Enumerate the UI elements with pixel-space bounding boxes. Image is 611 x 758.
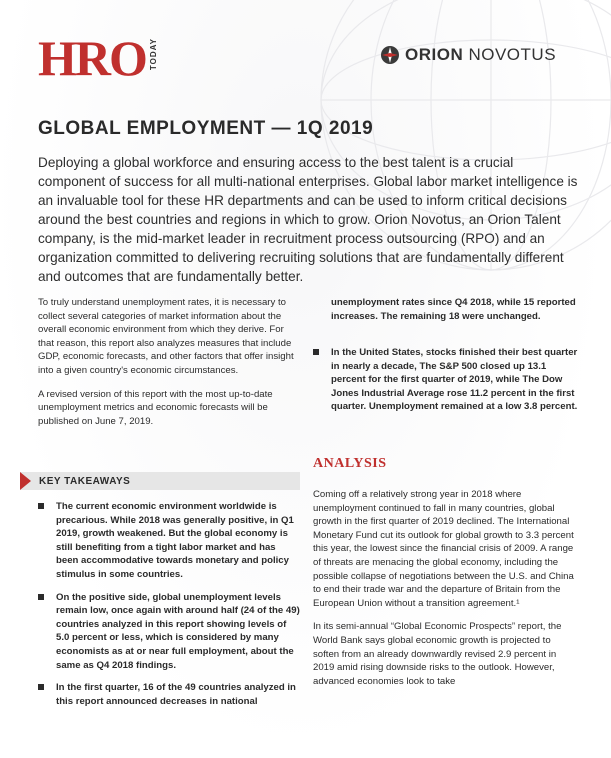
takeaway-item: The current economic environment worldwide is precarious. While 2018 was generally positive, in Q1 2019, growth weakened. But the global economy is still benefiting from a tight labor market and has been accommodative towards monetary and policy stimulus in some countries. — [38, 500, 300, 582]
orion-logo-bold: ORION — [405, 45, 464, 64]
takeaway-item: In the United States, stocks finished their best quarter in nearly a decade, The S&P 500 closed up 13.1 percent for the first quarter of 2019, while The Dow Jones Industrial Average rose 11.2 percent in the first quarter. Unemployment remained at a low 3.8 percent. — [313, 346, 578, 414]
analysis-paragraph-2: In its semi-annual “Global Economic Prospects” report, the World Bank says global economic growth is projected to soften from an already downwardly revised 2.9 percent in 2019 amid rising downside risks to the outlook. However, advanced economies look to take — [313, 621, 562, 687]
analysis-heading: ANALYSIS — [313, 456, 387, 471]
bullet-square-icon — [38, 503, 44, 509]
left-paragraph-1: To truly understand unemployment rates, it is necessary to collect several categories of market information about the overall economic environment from which they derive. For that reason, this report also analyzes measures that include GDP, economic forecasts, and other factors that offer insight into a given country's economic circumstances. — [38, 297, 294, 376]
orion-novotus-logo — [380, 45, 556, 65]
orion-logo-light: NOVOTUS — [468, 45, 557, 64]
key-takeaways-header — [20, 472, 300, 490]
hro-logo-text: HRO — [38, 30, 146, 86]
key-takeaways-list — [38, 500, 300, 717]
orion-compass-icon — [380, 45, 400, 65]
intro-paragraph: Deploying a global workforce and ensuring access to the best talent is a crucial component of success for all multi-national enterprises. Global labor market intelligence is an invaluable tool for these HR departments and can be used to inform critical decisions around the best countries and regions in which to grow. Orion Novotus, an Orion Talent company, is the mid-market leader in recruitment process outsourcing (RPO) and an organization committed to delivering recruiting solutions that are fundamentally different and outcomes that are fundamentally better. — [38, 155, 578, 284]
red-arrow-icon — [20, 472, 31, 490]
left-paragraph-2: A revised version of this report with the most up-to-date unemployment metrics and economic forecasts will be published on June 7, 2019. — [38, 388, 273, 427]
analysis-paragraph-1: Coming off a relatively strong year in 2018 where unemployment continued to fall in many countries, global growth in the first quarter of 2019 declined. The International Monetary Fund cut its outlook for global growth to 3.3 percent this year, the lowest since the financial crisis of 2009. A range of threats are menacing the global economy, including the possible collapse of negotiations between the U.S. and China to end their trade war and the departure of Britain from the European Union without a transition agreement.¹ — [313, 489, 574, 609]
takeaway-item: In the first quarter, 16 of the 49 countries analyzed in this report announced decreases in national — [38, 681, 300, 708]
key-takeaways-label: KEY TAKEAWAYS — [39, 475, 131, 487]
right-takeaways-list — [313, 346, 578, 423]
takeaway-continuation: unemployment rates since Q4 2018, while 15 reported increases. The remaining 18 were unchanged. — [331, 297, 576, 322]
hro-today-logo — [38, 30, 158, 86]
hro-today-text: TODAY — [148, 38, 158, 71]
bullet-square-icon — [38, 684, 44, 690]
bullet-square-icon — [313, 349, 319, 355]
left-column-intro — [38, 296, 300, 438]
page-title: GLOBAL EMPLOYMENT — 1Q 2019 — [38, 118, 374, 139]
analysis-body — [313, 488, 578, 698]
takeaway-item: On the positive side, global unemployment levels remain low, once again with around half (24 of the 49) countries analyzed in this report showing levels of 5.0 percent or less, which is considered by many economists as at or near full employment, about the same as Q4 2018 findings. — [38, 591, 300, 673]
bullet-square-icon — [38, 594, 44, 600]
